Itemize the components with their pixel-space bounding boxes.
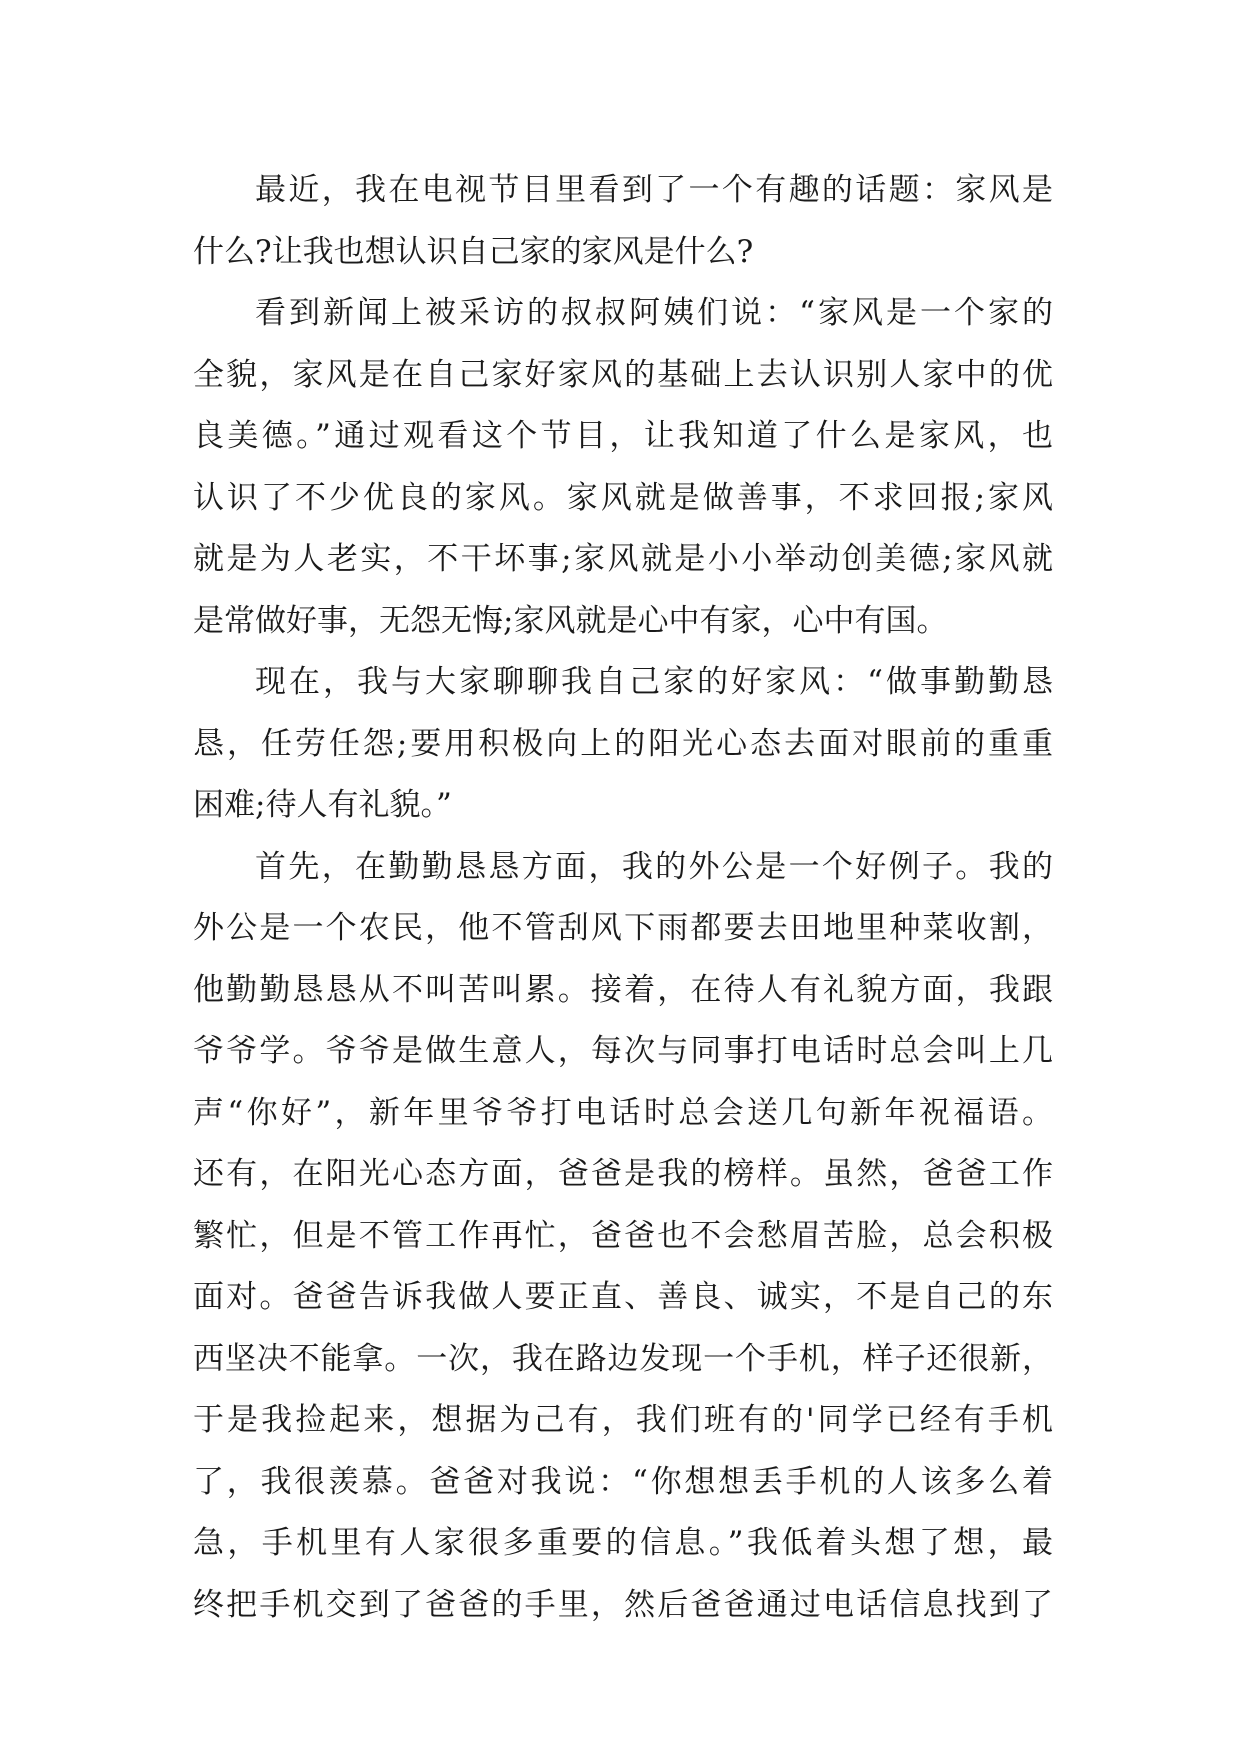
- text-line: 繁忙，但是不管工作再忙，爸爸也不会愁眉苦脸，总会积极: [193, 1217, 1053, 1254]
- text-line: 良美德。”通过观看这个节目，让我知道了什么是家风，也: [193, 418, 1053, 454]
- text-line: 困难;待人有礼貌。”: [193, 787, 452, 823]
- text-line: 首先，在勤勤恳恳方面，我的外公是一个好例子。我的: [255, 848, 1053, 885]
- text-line: 他勤勤恳恳从不叫苦叫累。接着，在待人有礼貌方面，我跟: [193, 971, 1053, 1008]
- text-line: 爷爷学。爷爷是做生意人，每次与同事打电话时总会叫上几: [193, 1033, 1053, 1069]
- text-line: 还有，在阳光心态方面，爸爸是我的榜样。虽然，爸爸工作: [193, 1156, 1053, 1192]
- text-line: 终把手机交到了爸爸的手里，然后爸爸通过电话信息找到了: [193, 1586, 1053, 1623]
- text-line: 什么?让我也想认识自己家的家风是什么?: [193, 233, 754, 270]
- text-line: 就是为人老实，不干坏事;家风就是小小举动创美德;家风就: [193, 541, 1053, 577]
- text-line: 急，手机里有人家很多重要的信息。”我低着头想了想，最: [193, 1525, 1053, 1561]
- text-line: 看到新闻上被采访的叔叔阿姨们说：“家风是一个家的: [255, 295, 1053, 331]
- text-line: 西坚决不能拿。一次，我在路边发现一个手机，样子还很新，: [193, 1340, 1053, 1377]
- text-line: 认识了不少优良的家风。家风就是做善事，不求回报;家风: [193, 479, 1053, 516]
- text-line: 外公是一个农民，他不管刮风下雨都要去田地里种菜收割，: [193, 910, 1053, 946]
- text-line: 最近，我在电视节目里看到了一个有趣的话题：家风是: [255, 172, 1053, 208]
- text-line: 恳，任劳任怨;要用积极向上的阳光心态去面对眼前的重重: [193, 725, 1053, 762]
- text-line: 声“你好”，新年里爷爷打电话时总会送几句新年祝福语。: [193, 1094, 1053, 1131]
- text-line: 了，我很羡慕。爸爸对我说：“你想想丢手机的人该多么着: [193, 1463, 1053, 1500]
- text-line: 面对。爸爸告诉我做人要正直、善良、诚实，不是自己的东: [193, 1279, 1053, 1315]
- text-line: 全貌，家风是在自己家好家风的基础上去认识别人家中的优: [193, 356, 1053, 393]
- text-line: 是常做好事，无怨无悔;家风就是心中有家，心中有国。: [193, 602, 948, 639]
- text-line: 现在，我与大家聊聊我自己家的好家风：“做事勤勤恳: [255, 664, 1053, 700]
- body-text: [193, 160, 1053, 1636]
- text-line: 于是我捡起来，想据为己有，我们班有的'同学已经有手机: [193, 1402, 1053, 1438]
